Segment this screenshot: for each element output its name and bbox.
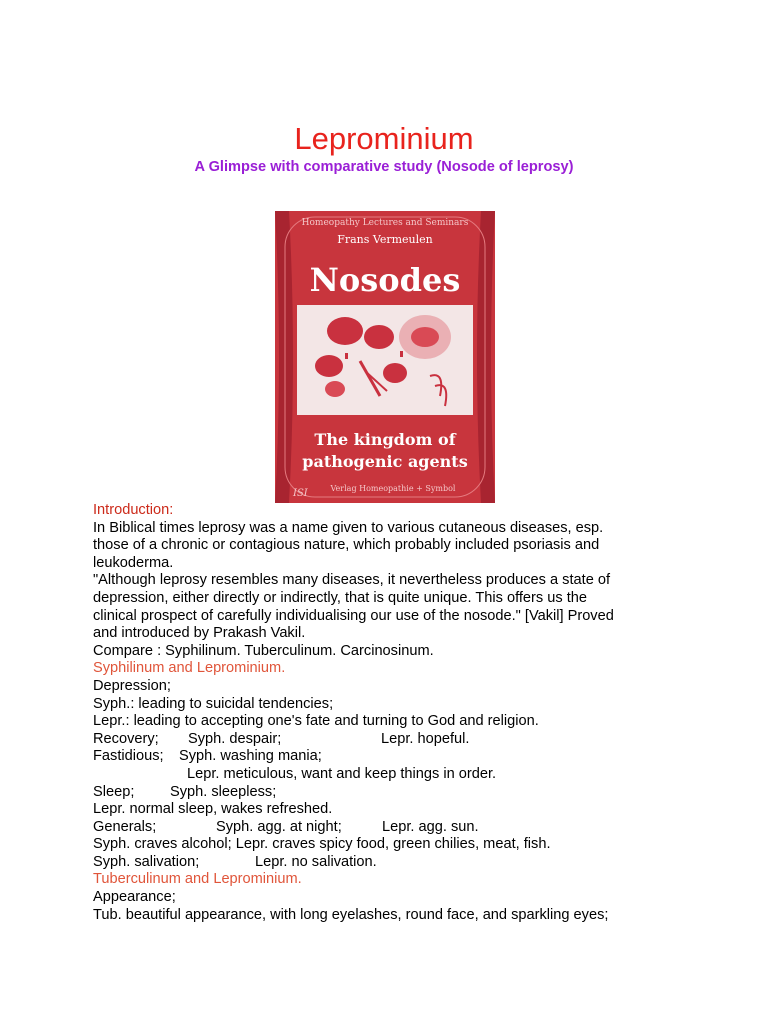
text-line: In Biblical times leprosy was a name given to various cutaneous diseases, esp. xyxy=(93,519,604,536)
text-line: leukoderma. xyxy=(93,554,174,571)
sleep-label: Sleep; xyxy=(93,783,135,800)
cover-title: Nosodes xyxy=(309,261,461,299)
generals-lepr: Lepr. agg. sun. xyxy=(382,818,479,835)
recovery-row xyxy=(93,731,713,749)
generals-row xyxy=(93,819,713,837)
section-heading-introduction: Introduction: xyxy=(93,502,174,518)
sleep-syph: Syph. sleepless; xyxy=(170,783,277,800)
cover-subtitle-line1: The kingdom of xyxy=(314,430,456,449)
salivation-lepr: Lepr. no salivation. xyxy=(255,853,377,870)
salivation-syph: Syph. salivation; xyxy=(93,853,200,870)
text-line: Lepr. meticulous, want and keep things in order. xyxy=(187,765,497,782)
fastidious-row xyxy=(93,748,713,766)
generals-label: Generals; xyxy=(93,818,157,835)
text-line: clinical prospect of carefully individualising our use of the nosode." [Vakil] Proved xyxy=(93,607,614,624)
text-line: Depression; xyxy=(93,677,171,694)
section-heading-syphilinum: Syphilinum and Leprominium. xyxy=(93,660,286,677)
article-body xyxy=(93,502,713,924)
page-title: Leprominium xyxy=(294,121,474,156)
text-line: Syph. craves alcohol; Lepr. craves spicy food, green chilies, meat, fish. xyxy=(93,836,551,853)
book-cover-image xyxy=(275,211,495,503)
generals-syph: Syph. agg. at night; xyxy=(216,818,342,835)
sleep-row xyxy=(93,784,713,802)
text-line: and introduced by Prakash Vakil. xyxy=(93,625,306,642)
text-line: depression, either directly or indirectly, that is quite unique. This offers us the xyxy=(93,589,588,606)
recovery-syph: Syph. despair; xyxy=(188,730,282,747)
fastidious-syph: Syph. washing mania; xyxy=(179,748,322,765)
cover-author: Frans Vermeulen xyxy=(337,233,433,246)
salivation-row xyxy=(93,854,713,872)
cover-subtitle-line2: pathogenic agents xyxy=(302,452,468,471)
page-subtitle: A Glimpse with comparative study (Nosode of leprosy) xyxy=(194,159,574,175)
section-heading-tuberculinum: Tuberculinum and Leprominium. xyxy=(93,871,302,888)
text-line: Tub. beautiful appearance, with long eyelashes, round face, and sparkling eyes; xyxy=(93,906,609,923)
text-line: Lepr. normal sleep, wakes refreshed. xyxy=(93,801,333,818)
text-line: Appearance; xyxy=(93,889,176,906)
cover-series: Homeopathy Lectures and Seminars xyxy=(301,218,469,228)
fastidious-label: Fastidious; xyxy=(93,748,164,765)
cover-publisher: Verlag Homeopathie + Symbol xyxy=(330,484,456,493)
recovery-lepr: Lepr. hopeful. xyxy=(381,730,470,747)
cover-logo: ISI xyxy=(293,488,308,499)
text-line: Lepr.: leading to accepting one's fate and turning to God and religion. xyxy=(93,713,539,730)
text-line: "Although leprosy resembles many diseases, it nevertheless produces a state of xyxy=(93,572,611,589)
text-line: Syph.: leading to suicidal tendencies; xyxy=(93,695,334,712)
recovery-label: Recovery; xyxy=(93,730,159,747)
cover-illustration xyxy=(297,305,473,415)
text-line: those of a chronic or contagious nature, which probably included psoriasis and xyxy=(93,537,600,554)
text-line: Compare : Syphilinum. Tuberculinum. Carcinosinum. xyxy=(93,642,434,659)
